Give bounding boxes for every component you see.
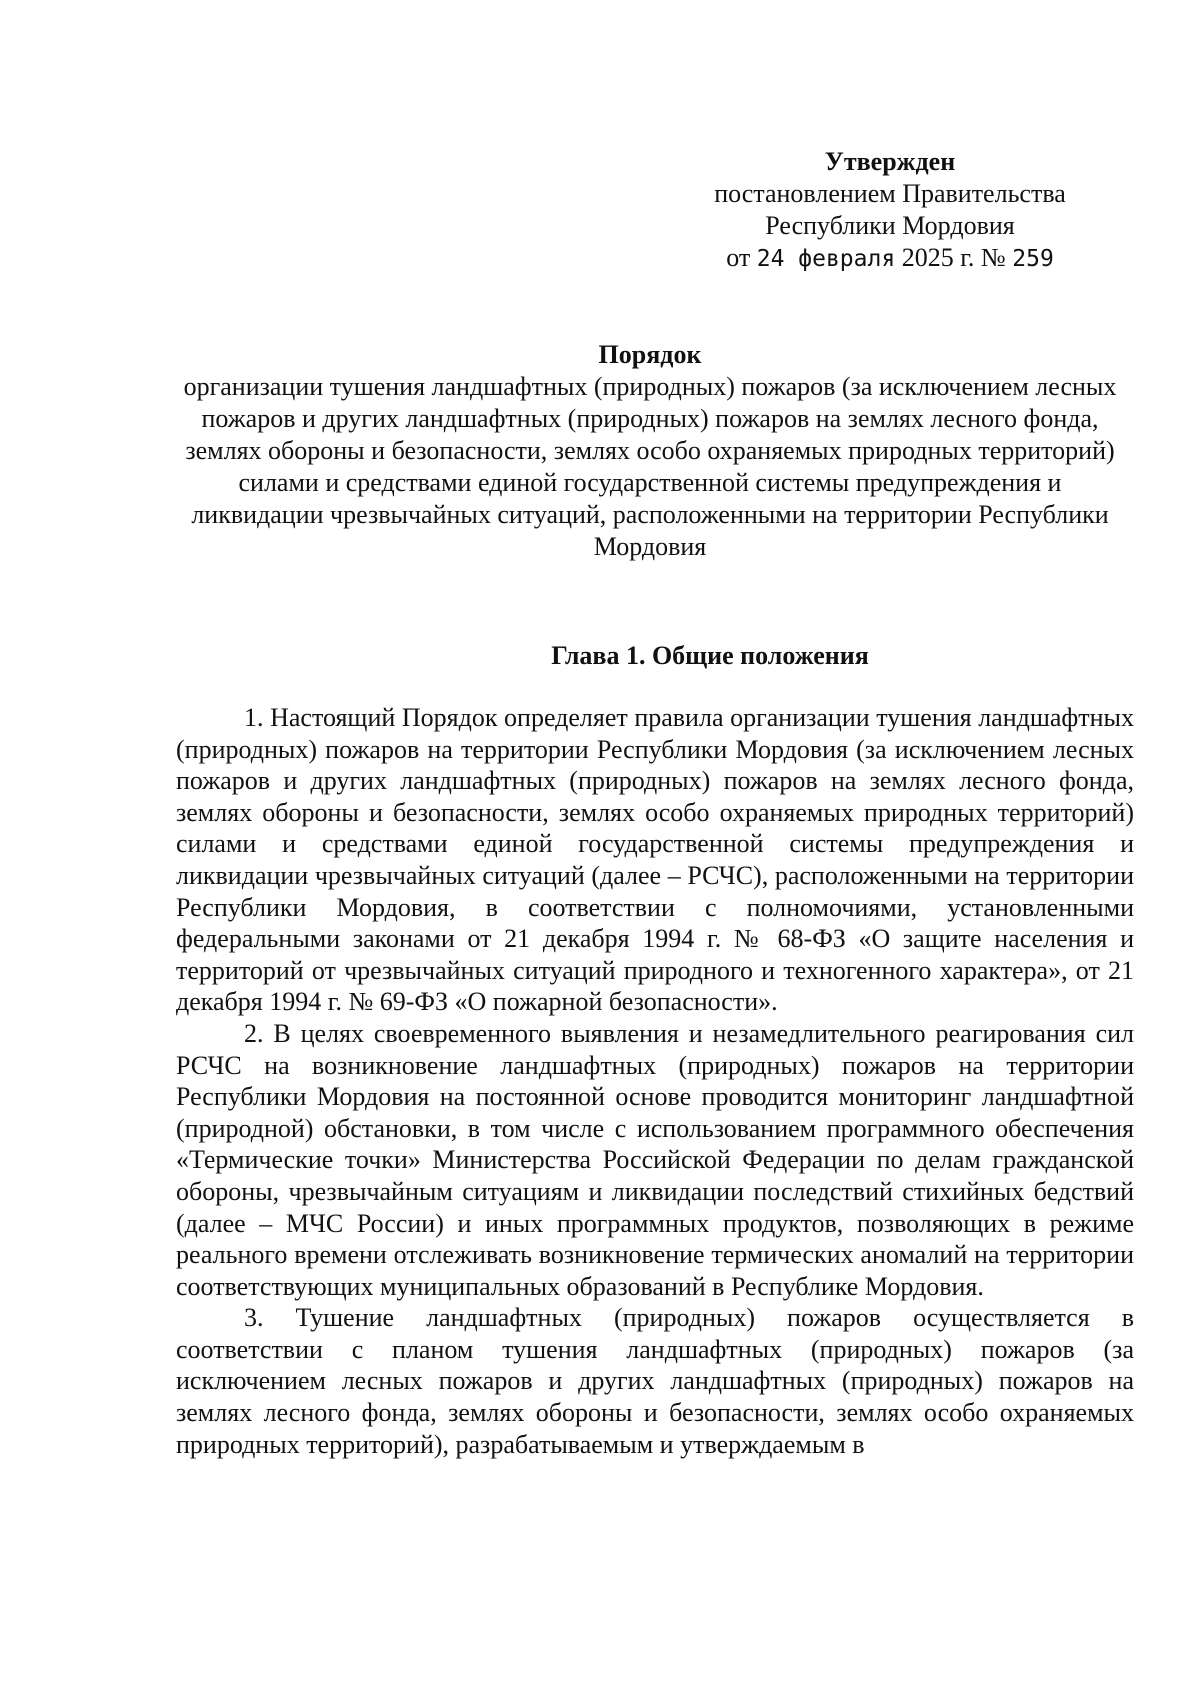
paragraph-3: 3. Тушение ландшафтных (природных) пожаров осуществляется в соответствии с планом тушения ландшафтных (природных) пожаров (за исключением лесных пожаров и других ландшафтных (природных) пожаров на землях лесного фонда, землях обороны и безопасности, землях особо охраняемых природных территорий), разрабатываемым и утверждаемым в	[176, 1303, 1134, 1459]
approval-date-line	[640, 242, 1140, 275]
document-body	[176, 702, 1134, 1460]
approval-stamp-block	[640, 146, 1140, 275]
approval-date-day-month: 24 февраля	[756, 246, 896, 272]
approval-number: 259	[1012, 246, 1054, 272]
document-heading: Порядок	[598, 340, 702, 369]
chapter-title-text: Глава 1. Общие положения	[551, 641, 869, 670]
chapter-title	[170, 640, 1200, 672]
document-title-block	[170, 339, 1130, 563]
approval-date-prefix: от	[726, 243, 757, 272]
document-subtitle: организации тушения ландшафтных (природных) пожаров (за исключением лесных пожаров и других ландшафтных (природных) пожаров на землях лесного фонда, землях обороны и безопасности, землях особо охраняемых природных территорий) силами и средствами единой государственной системы предупреждения и ликвидации чрезвычайных ситуаций, расположенными на территории Республики Мордовия	[183, 372, 1117, 561]
paragraph-2: 2. В целях своевременного выявления и незамедлительного реагирования сил РСЧС на возникновение ландшафтных (природных) пожаров на территории Республики Мордовия на постоянной основе проводится мониторинг ландшафтной (природной) обстановки, в том числе с использованием программного обеспечения «Термические точки» Министерства Российской Федерации по делам гражданской обороны, чрезвычайным ситуациям и ликвидации последствий стихийных бедствий (далее – МЧС России) и иных программных продуктов, позволяющих в режиме реального времени отслеживать возникновение термических аномалий на территории соответствующих муниципальных образований в Республике Мордовия.	[176, 1018, 1134, 1301]
paragraph-1: 1. Настоящий Порядок определяет правила организации тушения ландшафтных (природных) пожаров на территории Республики Мордовия (за исключением лесных пожаров и других ландшафтных (природных) пожаров на землях лесного фонда, землях обороны и безопасности, землях особо охраняемых природных территорий) силами и средствами единой государственной системы предупреждения и ликвидации чрезвычайных ситуаций (далее – РСЧС), расположенными на территории Республики Мордовия, в соответствии с полномочиями, установленными федеральными законами от 21 декабря 1994 г. № 68-ФЗ «О защите населения и территорий от чрезвычайных ситуаций природного и техногенного характера», от 21 декабря 1994 г. № 69-ФЗ «О пожарной безопасности».	[176, 703, 1134, 1017]
approval-title: Утвержден	[824, 147, 956, 176]
approval-line-2: Республики Мордовия	[765, 211, 1015, 240]
approval-date-year: 2025 г. №	[895, 243, 1013, 272]
approval-line-1: постановлением Правительства	[714, 179, 1066, 208]
